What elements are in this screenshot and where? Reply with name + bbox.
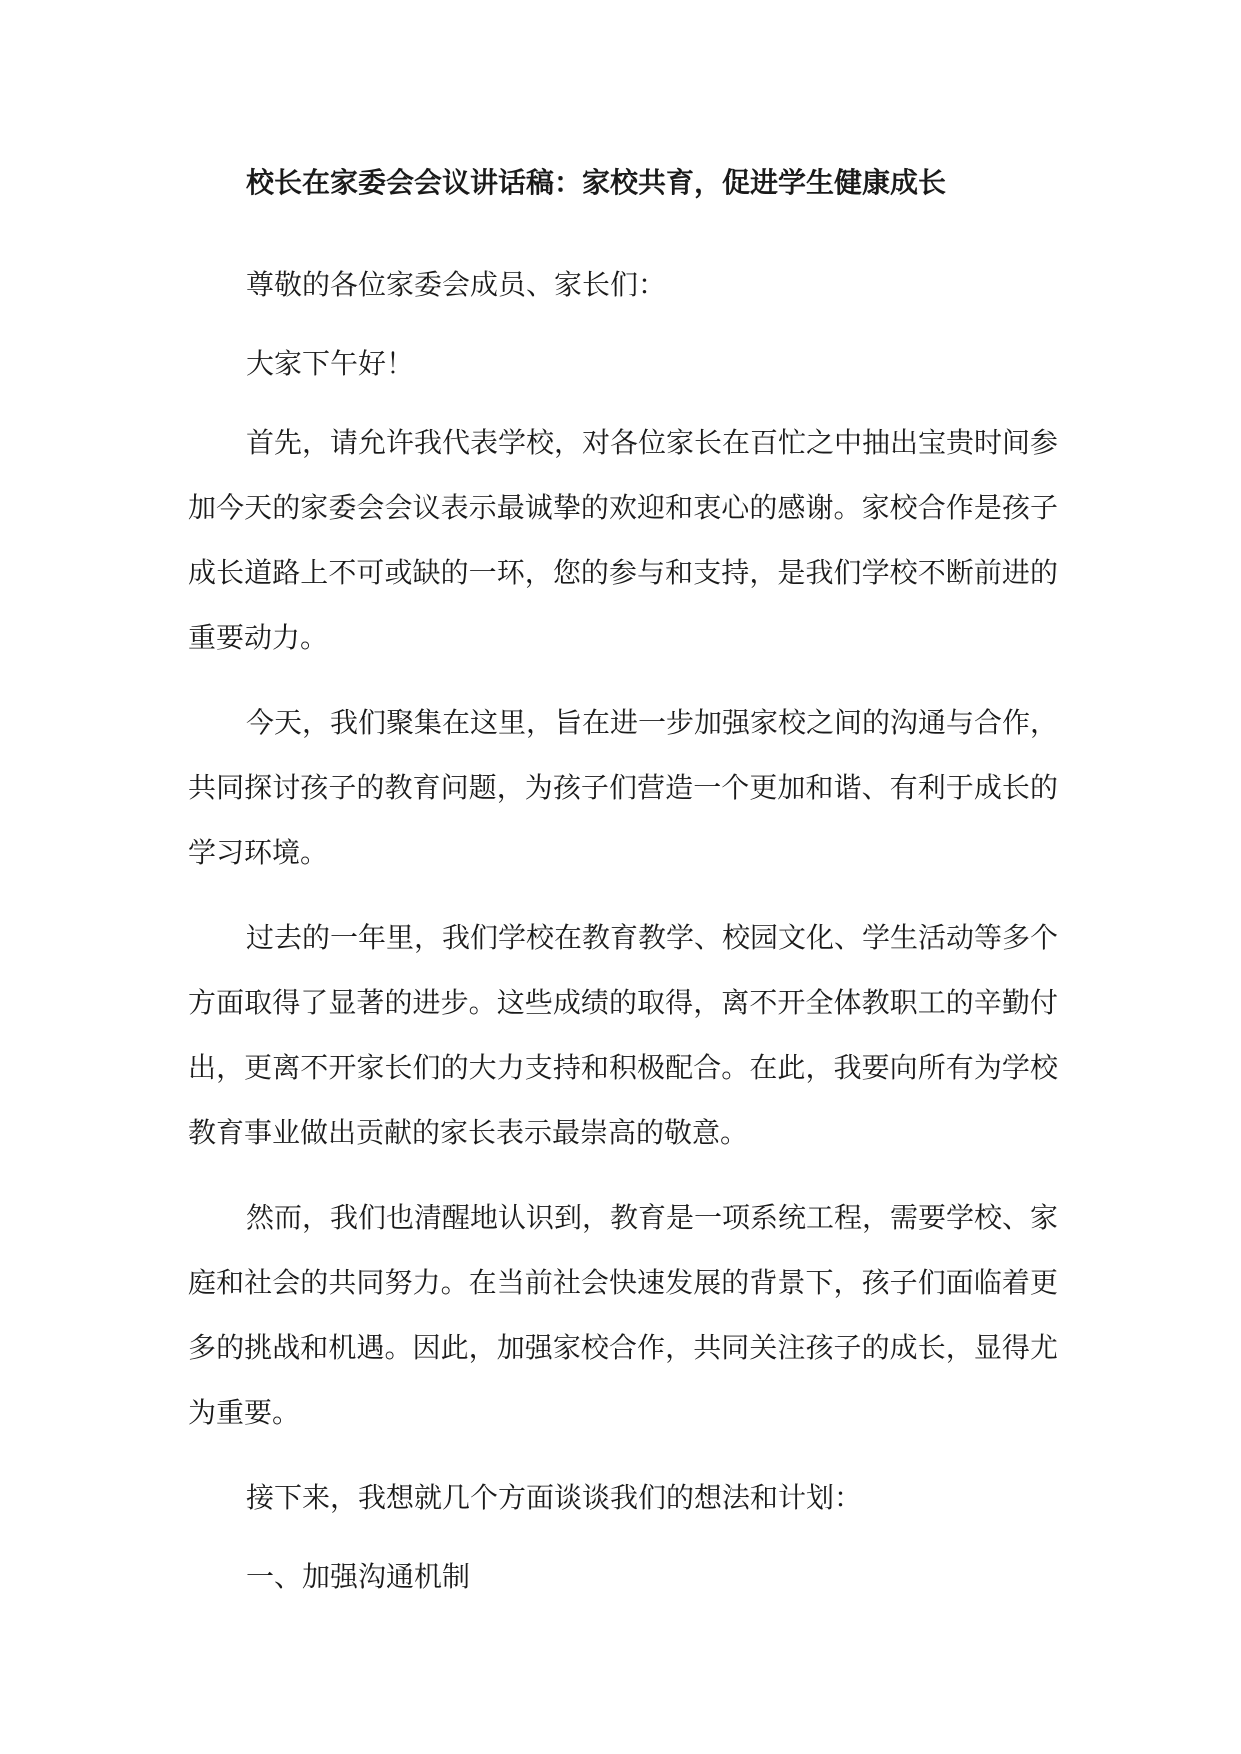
section-heading-communication: 一、加强沟通机制 xyxy=(246,1560,471,1593)
document-title: 校长在家委会会议讲话稿：家校共育，促进学生健康成长 xyxy=(246,166,947,199)
purpose-paragraph: 今天，我们聚集在这里，旨在进一步加强家校之间的沟通与合作，共同探讨孩子的教育问题，为孩子们营造一个更加和谐、有利于成长的学习环境。 xyxy=(188,706,1059,869)
plan-intro-paragraph: 接下来，我想就几个方面谈谈我们的想法和计划： xyxy=(246,1481,863,1514)
greeting-paragraph: 大家下午好！ xyxy=(246,347,415,380)
salutation-paragraph: 尊敬的各位家委会成员、家长们： xyxy=(246,268,667,301)
welcome-paragraph: 首先，请允许我代表学校，对各位家长在百忙之中抽出宝贵时间参加今天的家委会会议表示最诚挚的欢迎和衷心的感谢。家校合作是孩子成长道路上不可或缺的一环，您的参与和支持，是我们学校不断前进的重要动力。 xyxy=(188,426,1059,654)
challenges-paragraph: 然而，我们也清醒地认识到，教育是一项系统工程，需要学校、家庭和社会的共同努力。在当前社会快速发展的背景下，孩子们面临着更多的挑战和机遇。因此，加强家校合作，共同关注孩子的成长，显得尤为重要。 xyxy=(188,1201,1059,1429)
document-body xyxy=(188,252,1058,1623)
achievements-paragraph: 过去的一年里，我们学校在教育教学、校园文化、学生活动等多个方面取得了显著的进步。这些成绩的取得，离不开全体教职工的辛勤付出，更离不开家长们的大力支持和积极配合。在此，我要向所有为学校教育事业做出贡献的家长表示最崇高的敬意。 xyxy=(188,921,1059,1149)
